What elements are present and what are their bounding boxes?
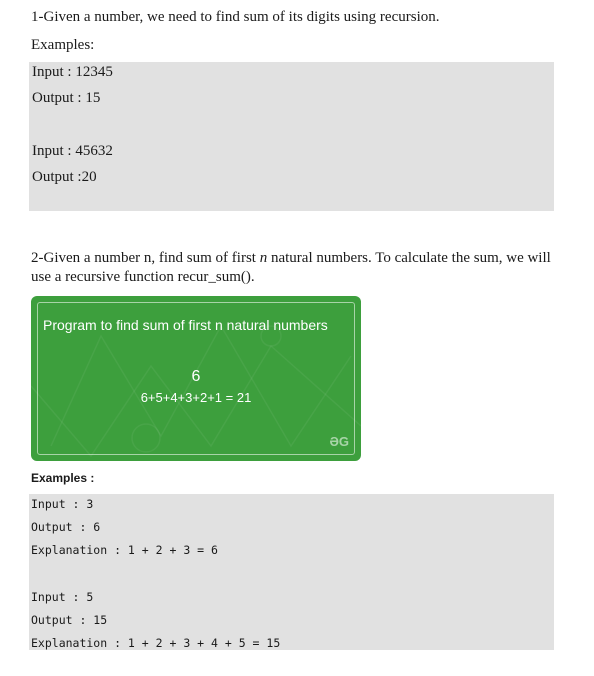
banner-equation: 6+5+4+3+2+1 = 21 xyxy=(140,390,252,405)
problem-2-examples-label: Examples : xyxy=(31,471,95,485)
problem-2-example-box xyxy=(29,494,554,650)
example-input-line: Input : 12345 xyxy=(32,64,113,80)
example-output-line: Output : 15 xyxy=(32,90,101,106)
problem-1-statement: 1-Given a number, we need to find sum of its digits using recursion. xyxy=(31,9,440,25)
example-explanation-line: Explanation : 1 + 2 + 3 = 6 xyxy=(31,543,218,557)
problem-1-examples-label: Examples: xyxy=(31,37,95,53)
example-input-line: Input : 5 xyxy=(31,590,94,604)
example-input-line: Input : 3 xyxy=(31,497,94,511)
variable-n: n xyxy=(259,250,268,266)
gfg-logo: ƏG xyxy=(329,434,349,449)
problem-2-statement xyxy=(31,249,556,287)
example-output-line: Output : 15 xyxy=(31,613,108,627)
example-input-line: Input : 45632 xyxy=(32,143,113,159)
banner-number: 6 xyxy=(191,368,201,385)
example-output-line: Output :20 xyxy=(32,169,97,185)
illustration-banner xyxy=(31,296,361,461)
example-output-line: Output : 6 xyxy=(31,520,101,534)
banner-title: Program to find sum of first n natural numbers xyxy=(43,317,328,333)
problem-1-example-box xyxy=(29,62,554,211)
example-explanation-line: Explanation : 1 + 2 + 3 + 4 + 5 = 15 xyxy=(31,636,281,650)
problem-2-text: 2-Given a number n, find sum of first n natural numbers. To calculate the sum, we will use a recursive function recur_sum(). xyxy=(31,250,551,285)
